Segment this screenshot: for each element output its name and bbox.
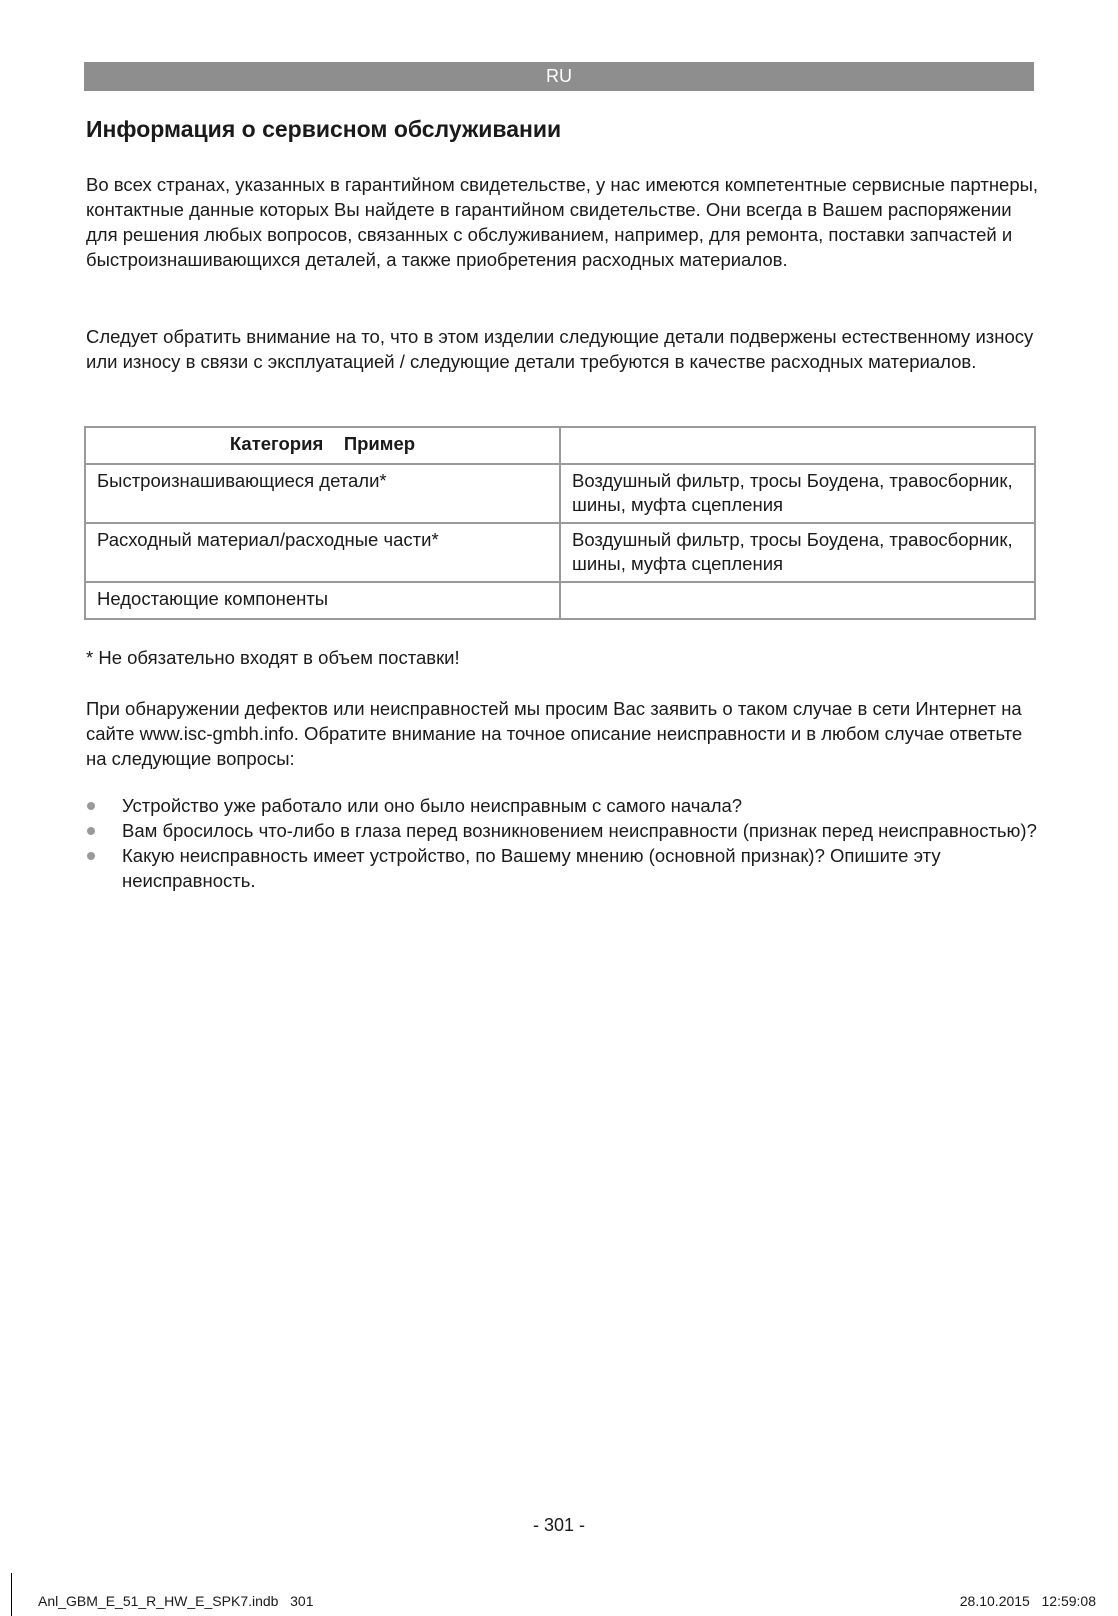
question-text: Вам бросилось что-либо в глаза перед возникновением неисправности (признак перед неисправностью)? — [122, 820, 1037, 841]
table-header-row — [85, 427, 1035, 464]
footer-divider — [11, 1573, 12, 1616]
table-header-category: Категория Пример — [85, 427, 560, 464]
footer-timestamp: 28.10.2015 12:59:08 — [959, 1593, 1096, 1609]
table-cell-example: Воздушный фильтр, тросы Боудена, травосборник, шины, муфта сцепления — [560, 464, 1035, 523]
table-cell-category: Быстроизнашивающиеся детали* — [85, 464, 560, 523]
questions-list — [86, 793, 1046, 893]
wear-parts-paragraph: Следует обратить внимание на то, что в этом изделии следующие детали подвержены естественному износу или износу в связи с эксплуатацией / следующие детали требуются в качестве расходных материалов. — [86, 326, 1034, 372]
list-item — [86, 818, 1046, 843]
footnote: * Не обязательно входят в объем поставки! — [86, 647, 460, 668]
table-row — [85, 523, 1035, 582]
parts-table — [84, 426, 1036, 620]
bullet-icon — [87, 802, 95, 810]
bullet-icon — [87, 827, 95, 835]
language-label: RU — [546, 66, 572, 86]
intro-paragraph: Во всех странах, указанных в гарантийном свидетельстве, у нас имеются компетентные сервисные партнеры, контактные данные которых Вы найдете в гарантийном свидетельстве. Они всегда в Вашем распоряжении для решения любых вопросов, связанных с обслуживанием, например, для ремонта, поставки запчастей и быстроизнашивающихся деталей, а также приобретения расходных материалов. — [86, 174, 1039, 270]
table-cell-example — [560, 582, 1035, 619]
table-header-example — [560, 427, 1035, 464]
table-row — [85, 464, 1035, 523]
list-item — [86, 843, 1046, 893]
question-text: Устройство уже работало или оно было неисправным с самого начала? — [122, 795, 743, 816]
bullet-icon — [87, 852, 95, 860]
list-item — [86, 793, 1046, 818]
defects-paragraph: При обнаружении дефектов или неисправностей мы просим Вас заявить о таком случае в сети Интернет на сайте www.isc-gmbh.info. Обратите внимание на точное описание неисправности и в любом случае ответьте на следующие вопросы: — [86, 698, 1023, 769]
table-row — [85, 582, 1035, 619]
question-text: Какую неисправность имеет устройство, по Вашему мнению (основной признак)? Опишите эту неисправность. — [122, 845, 941, 891]
language-bar — [84, 62, 1034, 91]
page-title: Информация о сервисном обслуживании — [86, 116, 562, 142]
table-cell-example: Воздушный фильтр, тросы Боудена, травосборник, шины, муфта сцепления — [560, 523, 1035, 582]
footer-file-info: Anl_GBM_E_51_R_HW_E_SPK7.indb 301 — [38, 1593, 314, 1609]
table-cell-category: Расходный материал/расходные части* — [85, 523, 560, 582]
table-cell-category: Недостающие компоненты — [85, 582, 560, 619]
page-number: - 301 - — [532, 1515, 586, 1535]
